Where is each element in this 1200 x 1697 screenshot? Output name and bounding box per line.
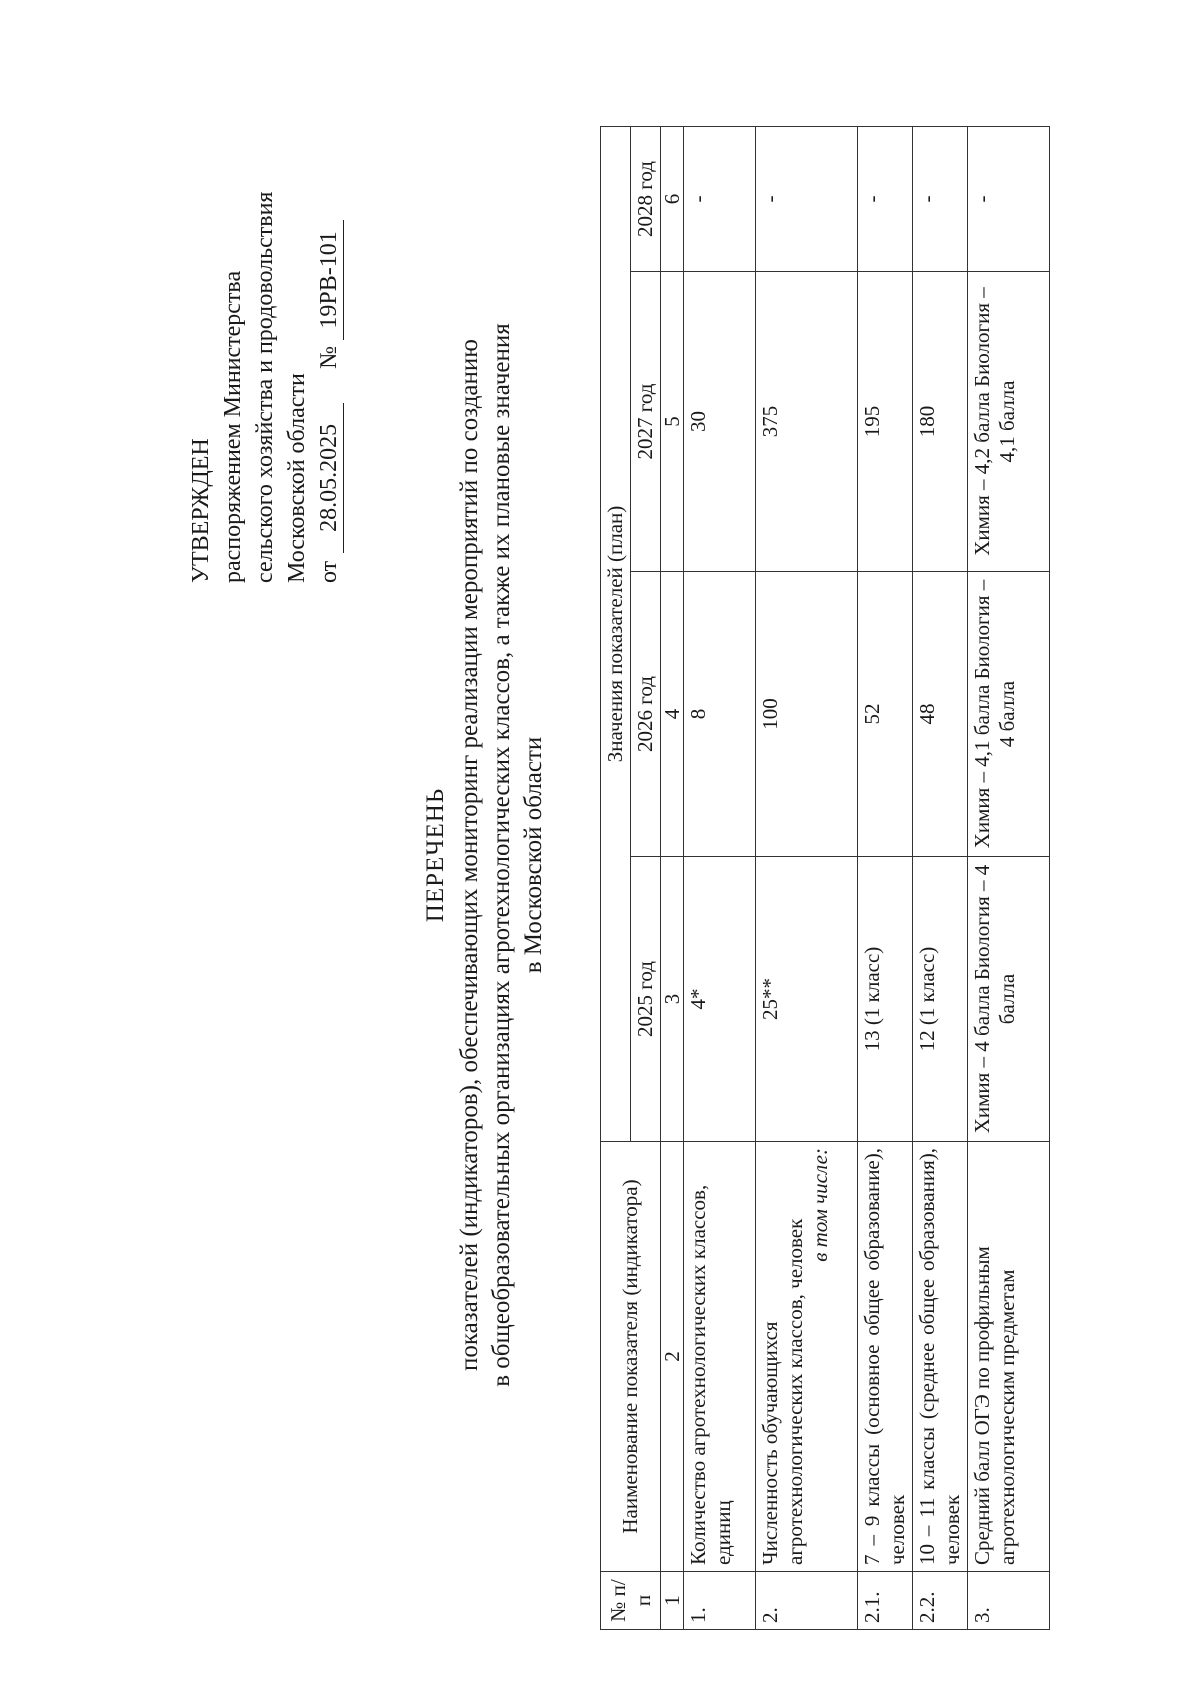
row-name: Средний балл ОГЭ по профильным агротехнологическим предметам — [968, 1142, 1050, 1572]
column-number: 4 — [661, 572, 684, 857]
value-2028: - — [913, 126, 968, 271]
column-number: 5 — [661, 272, 684, 572]
value-2025: 13 (1 класс) — [858, 857, 913, 1142]
row-name: Количество агротехнологических классов, единиц — [684, 1142, 756, 1572]
value-2026: 100 — [756, 572, 858, 857]
value-2025: 12 (1 класс) — [913, 857, 968, 1142]
table-row — [968, 126, 1050, 1629]
document-heading: ПЕРЕЧЕНЬ — [422, 787, 449, 923]
approval-line-2: сельского хозяйства и продовольствия — [252, 191, 278, 583]
table-row — [756, 126, 858, 1629]
subtitle-line-1: показателей (индикаторов), обеспечивающих мониторинг реализации мероприятий по созданию — [456, 339, 483, 1371]
header-name: Наименование показателя (индикатора) — [601, 1142, 661, 1572]
column-number: 3 — [661, 857, 684, 1142]
indicators-table — [600, 126, 1050, 1630]
value-2028: - — [968, 126, 1050, 271]
value-2028: - — [756, 126, 858, 271]
date-prefix: от — [316, 560, 342, 583]
value-2025: 4* — [684, 857, 756, 1142]
approval-line-1: распоряжением Министерства — [220, 270, 246, 583]
table-row — [684, 126, 756, 1629]
approval-date: 28.05.2025 — [315, 403, 344, 553]
value-2027: 375 — [756, 272, 858, 572]
row-number: 2.2. — [913, 1572, 968, 1630]
row-number: 3. — [968, 1572, 1050, 1630]
approval-date-line — [313, 113, 345, 583]
document-title — [420, 105, 550, 1605]
header-year-2025: 2025 год — [631, 857, 661, 1142]
value-2026: 52 — [858, 572, 913, 857]
value-2027: 180 — [913, 272, 968, 572]
header-year-2027: 2027 год — [631, 272, 661, 572]
header-no: № п/п — [601, 1572, 661, 1630]
row-name-cell — [756, 1142, 858, 1572]
row-name: Численность обучающихся агротехнологических классов, человек — [758, 1218, 807, 1565]
value-2025: 25** — [756, 857, 858, 1142]
subtitle-line-2: в общеобразовательных организациях агротехнологических классов, а также их плановые значения — [488, 323, 515, 1387]
column-numbers-row — [661, 126, 684, 1629]
approval-line-3: Московской области — [284, 373, 310, 583]
table-row — [858, 126, 913, 1629]
header-values-group: Значения показателей (план) — [601, 126, 631, 1141]
value-2025: Химия – 4 балла Биология – 4 балла — [968, 857, 1050, 1142]
value-2028: - — [858, 126, 913, 271]
column-number: 6 — [661, 126, 684, 271]
row-number: 2. — [756, 1572, 858, 1630]
column-number: 1 — [661, 1572, 684, 1630]
column-number: 2 — [661, 1142, 684, 1572]
approval-number: 19РВ-101 — [315, 220, 344, 340]
document-page — [45, 85, 1165, 1665]
value-2026: 48 — [913, 572, 968, 857]
value-2027: Химия – 4,2 балла Биология – 4,1 балла — [968, 272, 1050, 572]
value-2026: 8 — [684, 572, 756, 857]
row-number: 1. — [684, 1572, 756, 1630]
approval-title: УТВЕРЖДЕН — [188, 438, 214, 583]
row-name: 7 – 9 классы (основное общее образование), человек — [858, 1142, 913, 1572]
value-2028: - — [684, 126, 756, 271]
row-note: в том числе: — [808, 1148, 832, 1262]
table-row — [913, 126, 968, 1629]
header-year-2026: 2026 год — [631, 572, 661, 857]
row-number: 2.1. — [858, 1572, 913, 1630]
header-year-2028: 2028 год — [631, 126, 661, 271]
row-name: 10 – 11 классы (среднее общее образования), человек — [913, 1142, 968, 1572]
value-2027: 30 — [684, 272, 756, 572]
subtitle-line-3: в Московской области — [520, 736, 547, 974]
value-2026: Химия – 4,1 балла Биология – 4 балла — [968, 572, 1050, 857]
number-prefix: № — [316, 345, 342, 369]
approval-stamp — [185, 113, 345, 583]
value-2027: 195 — [858, 272, 913, 572]
